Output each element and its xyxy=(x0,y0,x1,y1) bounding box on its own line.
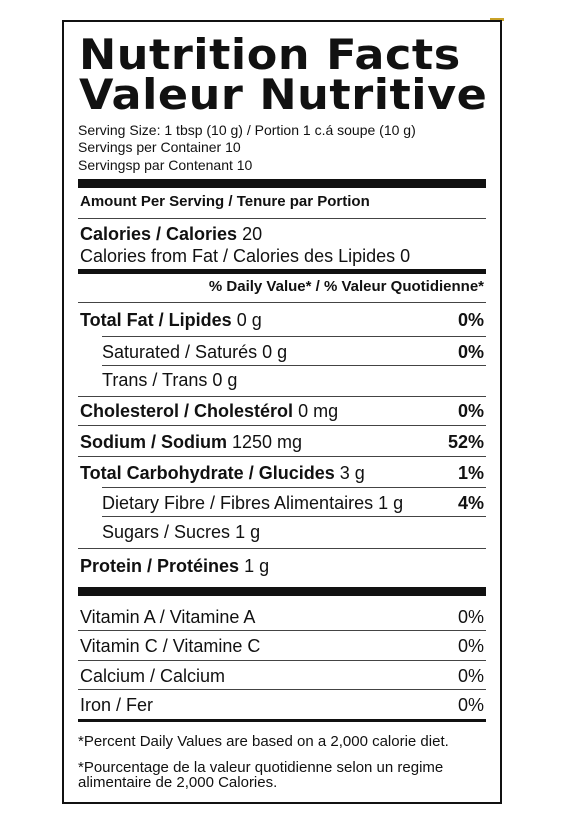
calories-from-fat: Calories from Fat / Calories des Lipides 0 xyxy=(80,246,411,266)
divider xyxy=(78,302,486,303)
nutrient-amount: 1 g xyxy=(235,522,261,542)
nutrient-amount: 0 g xyxy=(262,342,288,362)
divider xyxy=(78,218,486,219)
calories-label: Calories / Calories xyxy=(80,224,238,244)
divider xyxy=(78,630,486,631)
servings-par-contenant: Servingsp par Contenant 10 xyxy=(78,157,253,173)
title-english: Nutrition Facts xyxy=(79,30,461,79)
nutrient-dv: 0% xyxy=(457,310,484,330)
nutrient-label: Cholesterol / Cholestérol xyxy=(80,401,294,421)
divider xyxy=(78,425,486,426)
vitamin-dv: 0% xyxy=(457,695,484,715)
nutrient-row-protein xyxy=(80,557,484,575)
amount-per-serving-header: Amount Per Serving / Tenure par Portion xyxy=(80,193,370,210)
thick-divider xyxy=(78,179,486,188)
vitamin-row-vitamin-c xyxy=(80,637,484,655)
nutrient-amount: 1250 mg xyxy=(232,432,303,452)
vitamin-row-vitamin-a xyxy=(80,608,484,626)
nutrient-row-cholesterol xyxy=(80,402,484,420)
nutrient-amount: 1 g xyxy=(378,493,404,513)
nutrient-label: Total Carbohydrate / Glucides xyxy=(80,463,335,483)
vitamin-label: Iron / Fer xyxy=(80,695,154,715)
nutrient-amount: 3 g xyxy=(339,463,365,483)
nutrient-label: Trans / Trans xyxy=(102,370,208,390)
divider xyxy=(78,456,486,457)
divider xyxy=(78,548,486,549)
nutrient-dv: 1% xyxy=(457,463,484,483)
nutrient-dv: 0% xyxy=(457,342,484,362)
nutrient-row-total-fat xyxy=(80,311,484,329)
medium-divider xyxy=(78,269,486,274)
vitamin-label: Calcium / Calcium xyxy=(80,666,226,686)
vitamin-row-iron xyxy=(80,696,484,714)
nutrient-label: Sugars / Sucres xyxy=(102,522,231,542)
nutrient-row-dietary-fibre xyxy=(102,494,484,512)
vitamin-label: Vitamin C / Vitamine C xyxy=(80,636,261,656)
title-french: Valeur Nutritive xyxy=(79,70,488,119)
serving-size: Serving Size: 1 tbsp (10 g) / Portion 1 c.á soupe (10 g) xyxy=(78,122,416,138)
nutrient-dv: 52% xyxy=(447,432,484,452)
nutrient-label: Protein / Protéines xyxy=(80,556,240,576)
footnote-english: *Percent Daily Values are based on a 2,000 calorie diet. xyxy=(78,733,449,750)
nutrient-row-sodium xyxy=(80,433,484,451)
vitamin-label: Vitamin A / Vitamine A xyxy=(80,607,256,627)
nutrient-dv: 4% xyxy=(457,493,484,513)
divider xyxy=(78,396,486,397)
nutrient-dv: 0% xyxy=(457,401,484,421)
nutrient-label: Dietary Fibre / Fibres Alimentaires xyxy=(102,493,374,513)
vitamin-dv: 0% xyxy=(457,636,484,656)
vitamin-row-calcium xyxy=(80,667,484,685)
nutrient-amount: 0 g xyxy=(212,370,238,390)
nutrient-amount: 0 g xyxy=(236,310,262,330)
nutrient-label: Total Fat / Lipides xyxy=(80,310,232,330)
divider xyxy=(78,660,486,661)
medium-divider xyxy=(78,719,486,722)
nutrient-amount: 0 mg xyxy=(298,401,339,421)
divider xyxy=(102,336,486,337)
daily-value-header: % Daily Value* / % Valeur Quotidienne* xyxy=(208,278,484,295)
nutrient-row-saturated xyxy=(102,343,484,361)
divider xyxy=(102,487,486,488)
nutrient-label: Saturated / Saturés xyxy=(102,342,258,362)
calories-value: 20 xyxy=(242,224,263,244)
nutrient-amount: 1 g xyxy=(244,556,270,576)
thick-divider xyxy=(78,587,486,596)
servings-per-container: Servings per Container 10 xyxy=(78,139,241,155)
vitamin-dv: 0% xyxy=(457,666,484,686)
nutrient-row-total-carbohydrate xyxy=(80,464,484,482)
calories-row xyxy=(80,225,484,243)
divider xyxy=(102,516,486,517)
divider xyxy=(102,365,486,366)
footnote-french: *Pourcentage de la valeur quotidienne selon un regime alimentaire de 2,000 Calories. xyxy=(78,759,444,792)
nutrient-label: Sodium / Sodium xyxy=(80,432,227,452)
nutrient-row-sugars xyxy=(102,523,484,541)
vitamin-dv: 0% xyxy=(457,607,484,627)
divider xyxy=(78,689,486,690)
nutrition-facts-label xyxy=(62,20,502,804)
nutrient-row-trans xyxy=(102,371,484,389)
